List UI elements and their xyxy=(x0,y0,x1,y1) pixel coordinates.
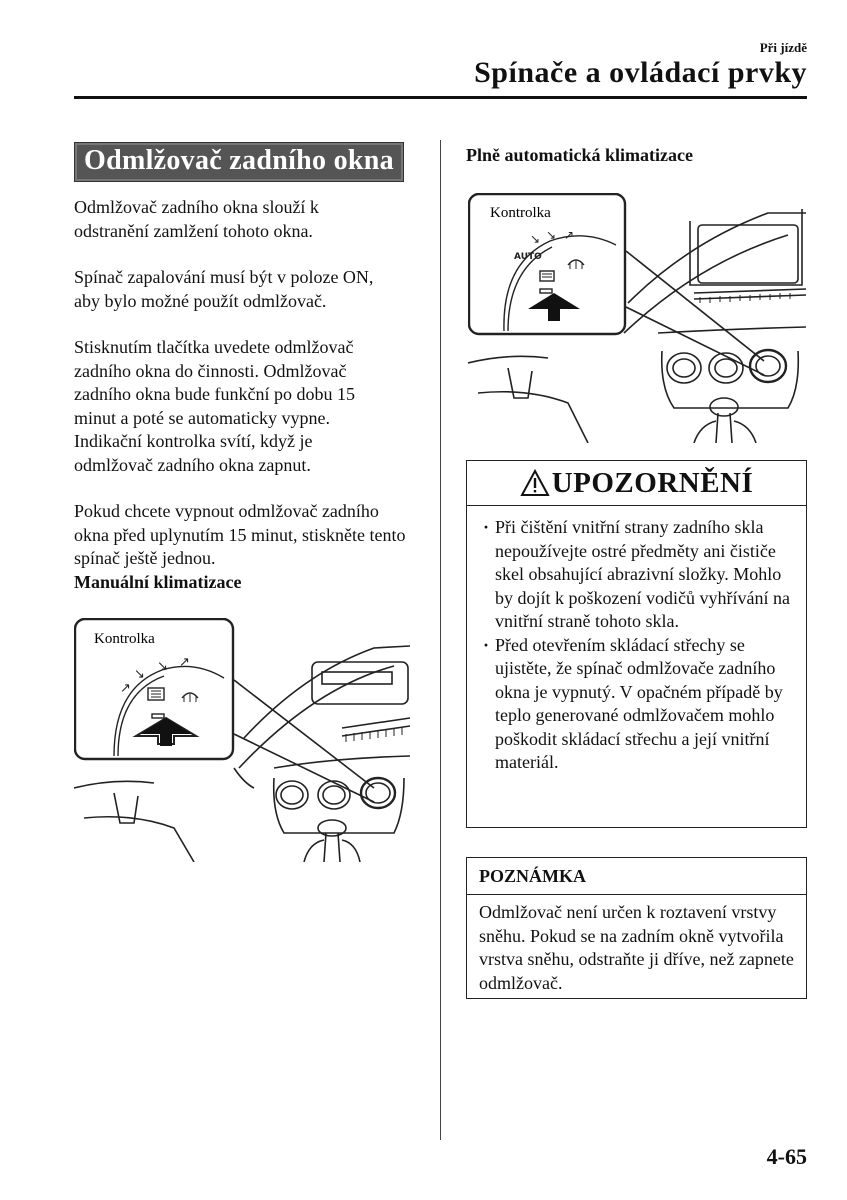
warning-header xyxy=(467,461,806,506)
auto-callout-label: Kontrolka xyxy=(490,205,551,221)
left-column xyxy=(74,142,424,594)
note-text: Odmlžovač není určen k roztavení vrstvy sněhu. Pokud se na zadním okně vytvořila vrstva sněhu, odstraňte ji dříve, než zapnete odmlžovač. xyxy=(479,902,794,993)
warning-list xyxy=(467,516,806,775)
note-title: POZNÁMKA xyxy=(467,858,806,895)
svg-text:↘: ↘ xyxy=(157,659,168,674)
column-divider xyxy=(440,140,441,1140)
paragraph-3: Stisknutím tlačítka uvedete odmlžovač zadního okna do činnosti. Odmlžovač zadního okna bude funkční po dobu 15 minut a poté se automaticky vypne. Indikační kontrolka svítí, když je odmlžovač zadního okna zapnut. xyxy=(74,337,355,475)
page-header-subtitle: Při jízdě xyxy=(759,40,807,55)
warning-title: UPOZORNĚNÍ xyxy=(551,466,754,499)
manual-climate-illustration xyxy=(74,618,410,862)
svg-text:↘: ↘ xyxy=(134,667,145,682)
auto-climate-illustration xyxy=(468,193,808,443)
warning-triangle-icon xyxy=(520,469,550,497)
warning-box xyxy=(466,460,807,828)
page-header-title: Spínače a ovládací prvky xyxy=(474,56,807,89)
warning-item-2: · Před otevřením skládací střechy se ujistěte, že spínač odmlžovače zadního okna je vypnutý. V opačném případě by teplo generované odmlžovačem mohlo poškodit skládací střechu a její vnitřní materiál. xyxy=(483,634,792,775)
svg-text:↘: ↘ xyxy=(530,232,541,246)
page-number: 4-65 xyxy=(766,1144,807,1169)
svg-text:↗: ↗ xyxy=(179,655,190,670)
manual-climate-heading: Manuální klimatizace xyxy=(74,571,242,592)
section-title: Odmlžovač zadního okna xyxy=(74,142,404,182)
svg-text:↗: ↗ xyxy=(120,681,131,696)
right-column xyxy=(466,144,807,167)
header-rule xyxy=(74,96,807,99)
paragraph-2: Spínač zapalování musí být v poloze ON, aby bylo možné použít odmlžovač. xyxy=(74,267,374,311)
manual-callout-label: Kontrolka xyxy=(94,631,155,647)
note-box xyxy=(466,857,807,999)
paragraph-4: Pokud chcete vypnout odmlžovač zadního okna před uplynutím 15 minut, stiskněte tento spínač ještě jednou. xyxy=(74,501,406,568)
warning-item-1: · Při čištění vnitřní strany zadního skla nepoužívejte ostré předměty ani čističe skel obsahující abrazivní složky. Mohlo by dojít k poškození vodičů vyhřívání na vnitřní straně tohoto skla. xyxy=(483,516,792,634)
svg-text:↘: ↘ xyxy=(546,228,557,242)
auto-dial-label: AUTO xyxy=(514,252,542,262)
paragraph-1: Odmlžovač zadního okna slouží k odstranění zamlžení tohoto okna. xyxy=(74,197,319,241)
svg-text:↗: ↗ xyxy=(564,228,575,242)
auto-climate-heading: Plně automatická klimatizace xyxy=(466,145,693,165)
